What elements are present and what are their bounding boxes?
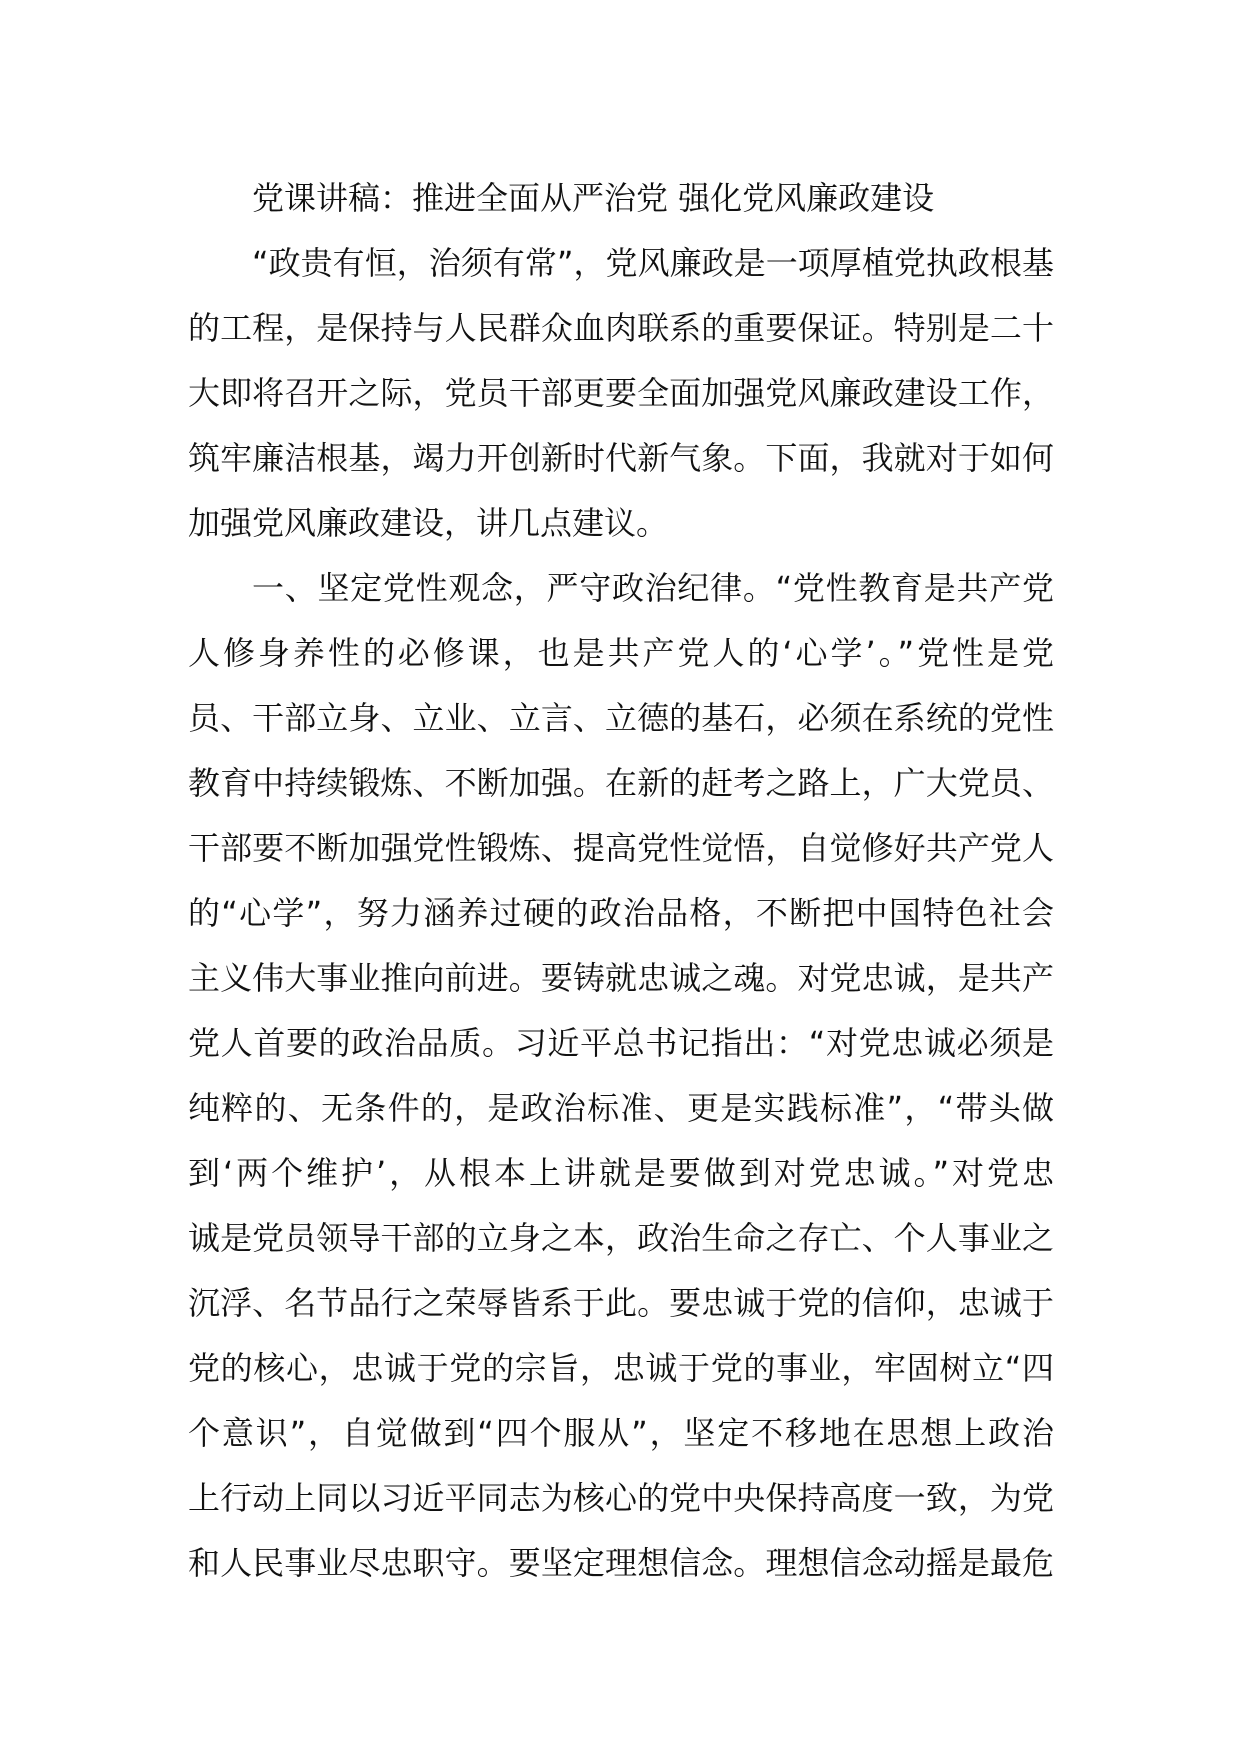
text-line: 教育中持续锻炼、不断加强。在新的赶考之路上，广大党员、 bbox=[188, 764, 1054, 802]
text-line: 干部要不断加强党性锻炼、提高党性觉悟，自觉修好共产党人 bbox=[188, 829, 1054, 867]
text-line: 大即将召开之际，党员干部更要全面加强党风廉政建设工作， bbox=[188, 374, 1054, 412]
document-title: 党课讲稿：推进全面从严治党 强化党风廉政建设 bbox=[252, 179, 935, 217]
text-line: 一、坚定党性观念，严守政治纪律。“党性教育是共产党 bbox=[252, 569, 1054, 607]
paragraph-intro bbox=[188, 231, 1054, 556]
text-line: 员、干部立身、立业、立言、立德的基石，必须在系统的党性 bbox=[188, 699, 1054, 737]
text-line: 沉浮、名节品行之荣辱皆系于此。要忠诚于党的信仰，忠诚于 bbox=[188, 1284, 1054, 1322]
text-line: 诚是党员领导干部的立身之本，政治生命之存亡、个人事业之 bbox=[188, 1219, 1054, 1257]
text-line: 党的核心，忠诚于党的宗旨，忠诚于党的事业，牢固树立“四 bbox=[188, 1349, 1054, 1387]
text-line: 的工程，是保持与人民群众血肉联系的重要保证。特别是二十 bbox=[188, 309, 1054, 347]
text-line: 的“心学”，努力涵养过硬的政治品格，不断把中国特色社会 bbox=[188, 894, 1054, 932]
text-line: 主义伟大事业推向前进。要铸就忠诚之魂。对党忠诚，是共产 bbox=[188, 959, 1054, 997]
text-line: 个意识”，自觉做到“四个服从”，坚定不移地在思想上政治 bbox=[188, 1414, 1054, 1452]
text-line: 党人首要的政治品质。习近平总书记指出：“对党忠诚必须是 bbox=[188, 1024, 1054, 1062]
text-line: 上行动上同以习近平同志为核心的党中央保持高度一致，为党 bbox=[188, 1479, 1054, 1517]
text-line: 人修身养性的必修课，也是共产党人的‘心学’。”党性是党 bbox=[188, 634, 1054, 672]
text-line: 加强党风廉政建设，讲几点建议。 bbox=[188, 504, 669, 542]
document-body bbox=[188, 166, 1054, 1596]
text-line: 和人民事业尽忠职守。要坚定理想信念。理想信念动摇是最危 bbox=[188, 1544, 1054, 1582]
paragraph-section-one bbox=[188, 556, 1054, 1596]
text-line: 筑牢廉洁根基，竭力开创新时代新气象。下面，我就对于如何 bbox=[188, 439, 1054, 477]
text-line: 到‘两个维护’，从根本上讲就是要做到对党忠诚。”对党忠 bbox=[188, 1154, 1054, 1192]
text-line: 纯粹的、无条件的，是政治标准、更是实践标准”，“带头做 bbox=[188, 1089, 1054, 1127]
text-line: “政贵有恒，治须有常”，党风廉政是一项厚植党执政根基 bbox=[252, 244, 1054, 282]
